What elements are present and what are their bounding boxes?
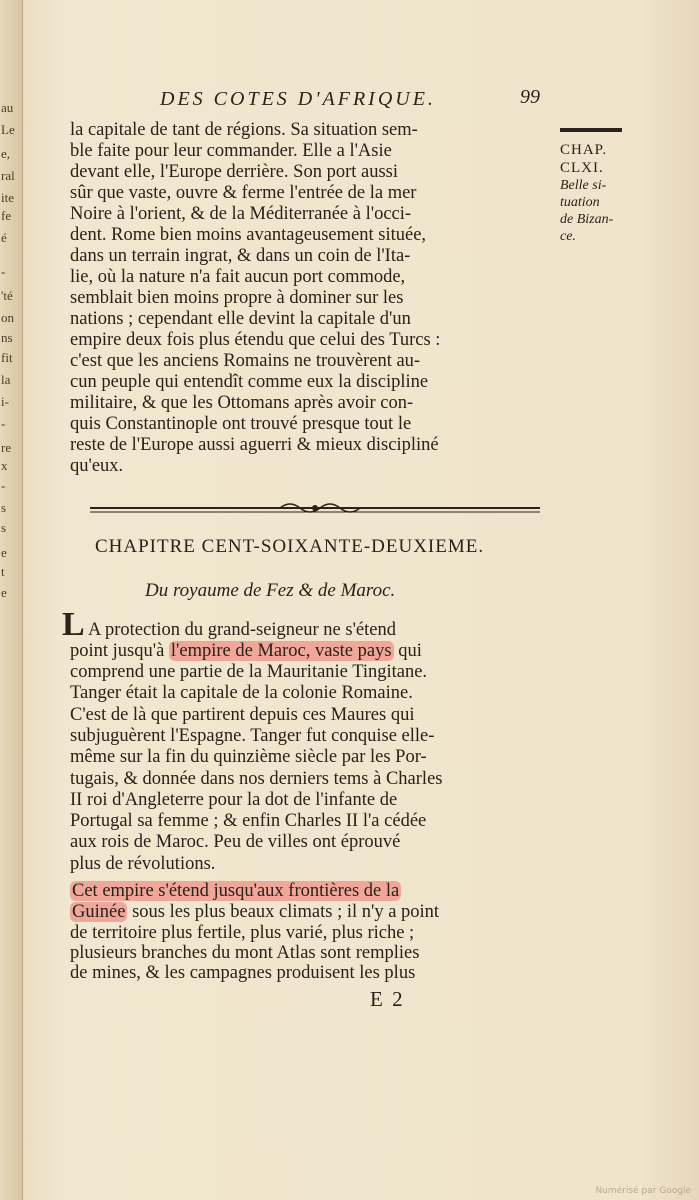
- text-line: semblait bien moins propre à dominer sur les: [70, 288, 404, 308]
- text-line: sûr que vaste, ouvre & ferme l'entrée de la mer: [70, 183, 417, 203]
- text-line: c'est que les anciens Romains ne trouvèrent au-: [70, 351, 421, 371]
- edge-text-fragment: Le: [1, 122, 15, 137]
- text-line: A protection du grand-seigneur ne s'étend: [88, 620, 396, 640]
- text-line: plus de révolutions.: [70, 853, 216, 874]
- text-line: la capitale de tant de régions. Sa situation sem-: [70, 120, 418, 140]
- highlight-mark: l'empire de Maroc, vaste pays: [170, 641, 392, 661]
- ornamental-divider: [90, 500, 540, 516]
- text-line: [70, 881, 545, 901]
- running-head: DES COTES D'AFRIQUE.: [160, 88, 436, 110]
- edge-text-fragment: ns: [1, 330, 13, 345]
- edge-text-fragment: fit: [1, 350, 13, 365]
- margin-note-line: ce.: [560, 229, 576, 244]
- edge-text-fragment: i-: [1, 394, 9, 409]
- text-line: aux rois de Maroc. Peu de villes ont éprouvé: [70, 832, 401, 853]
- margin-rule: [560, 128, 622, 132]
- text-line: point jusqu'à l'empire de Maroc, vaste pays qui: [70, 641, 422, 661]
- text-line: même sur la fin du quinzième siècle par les Por-: [70, 747, 427, 768]
- edge-text-fragment: s: [1, 520, 7, 535]
- edge-text-fragment: e: [1, 545, 7, 560]
- text-line: cun peuple qui entendît comme eux la discipline: [70, 372, 429, 392]
- chapter-heading: CHAPITRE CENT-SOIXANTE-DEUXIEME.: [95, 536, 485, 557]
- text-line: de territoire plus fertile, plus varié, plus riche ;: [70, 923, 415, 943]
- text-line: comprend une partie de la Mauritanie Tingitane.: [70, 662, 428, 682]
- text-line: ble faite pour leur commander. Elle a l'Asie: [70, 141, 392, 161]
- signature-mark: E 2: [370, 987, 405, 1011]
- edge-text-fragment: ite: [1, 190, 14, 205]
- edge-text-fragment: e: [1, 585, 7, 600]
- text-line: Guinée sous les plus beaux climats ; il n'y a point: [72, 902, 440, 922]
- text-line: dent. Rome bien moins avantageusement située,: [70, 225, 427, 245]
- text-line: qu'eux.: [70, 456, 124, 476]
- text-line: dans un terrain ingrat, & dans un coin de l'Ita-: [70, 246, 411, 266]
- text-line: quis Constantinople ont trouvé presque tout le: [70, 414, 412, 434]
- margin-note-line: tuation: [560, 195, 600, 210]
- text-line: plusieurs branches du mont Atlas sont remplies: [70, 943, 420, 963]
- text-line: Portugal sa femme ; & enfin Charles II l'a cédée: [70, 811, 427, 832]
- edge-text-fragment: la: [1, 372, 11, 387]
- text-line: Noire à l'orient, & de la Méditerranée à l'occi-: [70, 204, 412, 224]
- text-line: lie, où la nature n'a fait aucun port commode,: [70, 267, 406, 287]
- text-line: de mines, & les campagnes produisent les plus: [70, 963, 416, 983]
- text-line: devant elle, l'Europe derrière. Son port aussi: [70, 162, 399, 182]
- edge-text-fragment: -: [1, 264, 6, 279]
- chapter-subtitle: Du royaume de Fez & de Maroc.: [145, 580, 396, 601]
- highlight-mark: Guinée: [72, 902, 126, 922]
- edge-text-fragment: fe: [1, 208, 12, 223]
- edge-text-fragment: t: [1, 564, 5, 579]
- page-number: 99: [520, 86, 540, 108]
- edge-text-fragment: 'té: [1, 288, 13, 303]
- text-line: militaire, & que les Ottomans après avoir con-: [70, 393, 414, 413]
- previous-page-edge: [0, 0, 23, 1200]
- edge-text-fragment: re: [1, 440, 12, 455]
- edge-text-fragment: x: [1, 458, 8, 473]
- edge-text-fragment: on: [1, 310, 14, 325]
- margin-note-line: Belle si-: [560, 178, 607, 193]
- edge-text-fragment: é: [1, 230, 7, 245]
- text-line: C'est de là que partirent depuis ces Maures qui: [70, 704, 415, 725]
- margin-chapter-number: CLXI.: [560, 160, 604, 176]
- text-line: empire deux fois plus étendu que celui des Turcs :: [70, 330, 441, 350]
- text-line: subjuguèrent l'Espagne. Tanger fut conquise elle-: [70, 725, 435, 746]
- edge-text-fragment: e,: [1, 146, 11, 161]
- text-line: reste de l'Europe aussi aguerri & mieux discipliné: [70, 435, 439, 455]
- text-line: II roi d'Angleterre pour la dot de l'infante de: [70, 789, 398, 810]
- edge-text-fragment: ral: [1, 168, 15, 183]
- edge-text-fragment: au: [1, 100, 14, 115]
- drop-cap: L: [62, 606, 85, 643]
- margin-note-line: de Bizan-: [560, 212, 614, 227]
- edge-text-fragment: s: [1, 500, 7, 515]
- text-line: nations ; cependant elle devint la capitale d'un: [70, 309, 411, 329]
- book-page: [60, 80, 620, 1020]
- edge-text-fragment: -: [1, 478, 6, 493]
- edge-text-fragment: -: [1, 416, 6, 431]
- margin-chapter-label: CHAP.: [560, 142, 608, 158]
- digitizer-watermark: Numérisé par Google: [595, 1186, 691, 1196]
- highlight-mark: Cet empire s'étend jusqu'aux frontières de la: [72, 881, 400, 901]
- text-line: Tanger était la capitale de la colonie Romaine.: [70, 683, 413, 704]
- text-line: tugais, & donnée dans nos derniers tems à Charles: [70, 768, 443, 789]
